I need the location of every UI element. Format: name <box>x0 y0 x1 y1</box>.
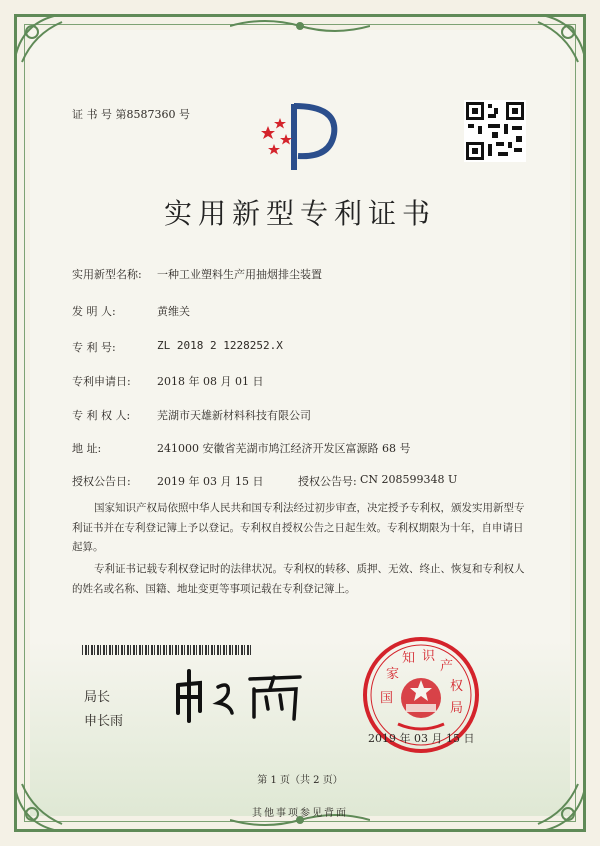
handwritten-signature <box>170 665 310 725</box>
field-value-address: 241000 安徽省芜湖市鸠江经济开发区富源路 68 号 <box>157 442 411 455</box>
svg-text:国: 国 <box>380 691 394 706</box>
field-value-announce-date: 2019 年 03 月 15 日 <box>157 475 264 488</box>
field-label-patentee: 专 利 权 人: <box>72 409 131 422</box>
top-center-ornament <box>230 16 370 36</box>
svg-text:产: 产 <box>440 659 454 674</box>
field-value-filing-date: 2018 年 08 月 01 日 <box>157 375 264 388</box>
statement-paragraph-2: 专利证书记载专利权登记时的法律状况。专利权的转移、质押、无效、终止、恢复和专利权人的姓名或名称、国籍、地址变更等事项记载在专利登记簿上。 <box>72 563 525 595</box>
qr-code <box>464 100 526 162</box>
barcode <box>82 645 252 655</box>
field-value-name: 一种工业塑料生产用抽烟排尘装置 <box>157 268 322 281</box>
field-label-inventor: 发 明 人: <box>72 305 116 318</box>
field-label-announce-date: 授权公告日: <box>72 475 131 488</box>
patent-office-logo <box>260 100 342 174</box>
field-value-patent-no: ZL 2018 2 1228252.X <box>157 339 283 352</box>
svg-text:家: 家 <box>386 667 400 682</box>
certificate-number: 证 书 号 第8587360 号 <box>72 108 190 121</box>
signer-name: 申长雨 <box>84 714 124 729</box>
field-label-announce-no: 授权公告号: <box>298 475 357 488</box>
footer-note: 其他事项参见背面 <box>252 808 348 819</box>
field-label-patent-no: 专 利 号: <box>72 341 116 354</box>
field-label-address: 地 址: <box>72 442 102 455</box>
field-value-announce-no: CN 208599348 U <box>360 473 458 486</box>
signer-title: 局长 <box>84 690 111 705</box>
field-label-name: 实用新型名称: <box>72 268 142 281</box>
svg-text:知: 知 <box>402 651 416 666</box>
page-indicator: 第 1 页（共 2 页） <box>257 775 343 786</box>
corner-ornament-top-left <box>14 14 74 74</box>
field-value-inventor: 黄维关 <box>157 305 190 318</box>
svg-text:识: 识 <box>422 649 436 664</box>
field-label-filing-date: 专利申请日: <box>72 375 131 388</box>
statement-paragraph-1: 国家知识产权局依照中华人民共和国专利法经过初步审查，决定授予专利权，颁发实用新型专利证书并在专利登记簿上予以登记。专利权自授权公告之日起生效。专利权期限为十年，自申请日起算。 <box>72 502 525 553</box>
field-value-patentee: 芜湖市天雄新材料科技有限公司 <box>157 409 311 422</box>
issue-date: 2019 年 03 月 15 日 <box>368 732 475 745</box>
svg-text:局: 局 <box>450 701 464 716</box>
svg-text:权: 权 <box>450 679 464 694</box>
corner-ornament-top-right <box>526 14 586 74</box>
certificate-title: 实用新型专利证书 <box>163 197 436 230</box>
